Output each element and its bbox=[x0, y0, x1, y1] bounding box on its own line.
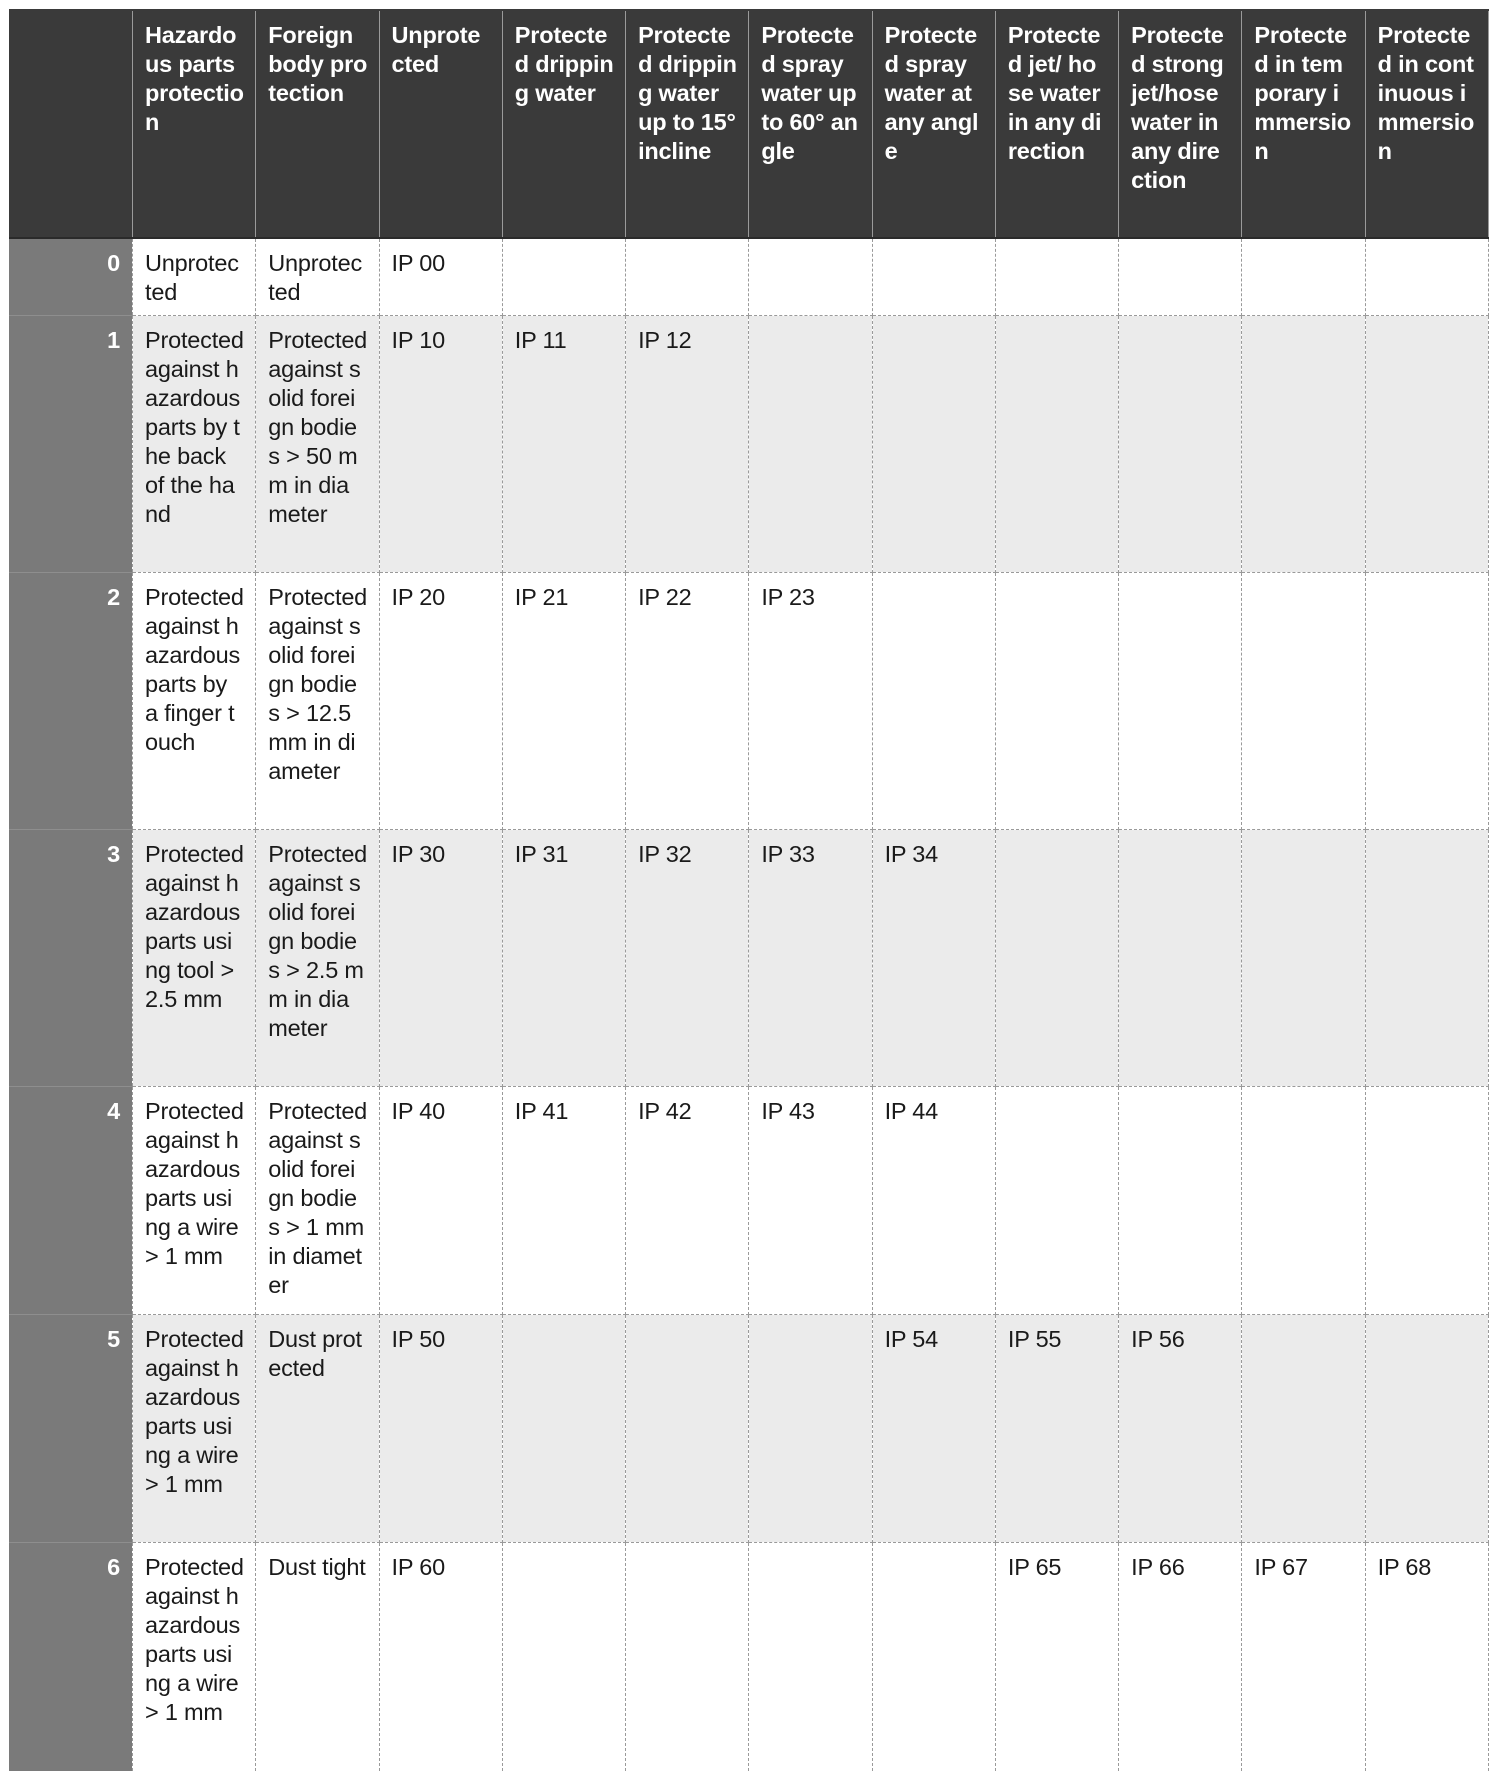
table-cell bbox=[995, 238, 1118, 316]
table-cell: Protected against hazardous parts using a wire > 1 mm bbox=[133, 1543, 256, 1771]
table-cell bbox=[1242, 1315, 1365, 1543]
header-row bbox=[10, 10, 1489, 238]
table-row bbox=[10, 830, 1489, 1087]
header-protected-dripping-water: Protected dripping water bbox=[502, 10, 625, 238]
table-cell: IP 10 bbox=[379, 316, 502, 573]
row-index: 6 bbox=[10, 1543, 133, 1771]
table-row bbox=[10, 573, 1489, 830]
table-row bbox=[10, 1543, 1489, 1771]
table-cell: IP 21 bbox=[502, 573, 625, 830]
table-cell bbox=[995, 573, 1118, 830]
table-cell: Dust protected bbox=[256, 1315, 379, 1543]
table-cell bbox=[995, 316, 1118, 573]
table-cell: Unprotected bbox=[256, 238, 379, 316]
row-index: 0 bbox=[10, 238, 133, 316]
ip-rating-table bbox=[9, 9, 1489, 1771]
row-index: 1 bbox=[10, 316, 133, 573]
header-foreign-body-protection: Foreign body protection bbox=[256, 10, 379, 238]
table-cell bbox=[1119, 1087, 1242, 1315]
table-cell: IP 23 bbox=[749, 573, 872, 830]
table-cell: Protected against solid foreign bodies > 1 mm in diameter bbox=[256, 1087, 379, 1315]
table-cell bbox=[1242, 316, 1365, 573]
header-protected-continuous-immersion: Protected in continuous immersion bbox=[1365, 10, 1488, 238]
table-cell bbox=[502, 1315, 625, 1543]
table-cell: Protected against solid foreign bodies > 50 mm in diameter bbox=[256, 316, 379, 573]
table-cell: IP 34 bbox=[872, 830, 995, 1087]
table-cell: IP 50 bbox=[379, 1315, 502, 1543]
table-cell bbox=[1365, 1315, 1488, 1543]
table-cell: IP 43 bbox=[749, 1087, 872, 1315]
table-cell: IP 31 bbox=[502, 830, 625, 1087]
table-cell bbox=[626, 1315, 749, 1543]
table-row bbox=[10, 238, 1489, 316]
table-cell: IP 30 bbox=[379, 830, 502, 1087]
table-cell bbox=[872, 1543, 995, 1771]
table-cell: Protected against hazardous parts using a wire > 1 mm bbox=[133, 1315, 256, 1543]
table-cell bbox=[502, 238, 625, 316]
table-cell bbox=[872, 573, 995, 830]
table-cell: IP 42 bbox=[626, 1087, 749, 1315]
row-index: 5 bbox=[10, 1315, 133, 1543]
table-cell bbox=[1242, 238, 1365, 316]
table-cell: IP 60 bbox=[379, 1543, 502, 1771]
table-cell: IP 68 bbox=[1365, 1543, 1488, 1771]
table-row bbox=[10, 1315, 1489, 1543]
header-protected-temporary-immersion: Protected in temporary immersion bbox=[1242, 10, 1365, 238]
header-unprotected: Unprotected bbox=[379, 10, 502, 238]
row-index: 2 bbox=[10, 573, 133, 830]
table-cell bbox=[1119, 830, 1242, 1087]
header-protected-spray-water-60-angle: Protected spray water up to 60° angle bbox=[749, 10, 872, 238]
header-hazardous-parts-protection: Hazardous parts protection bbox=[133, 10, 256, 238]
table-cell bbox=[872, 316, 995, 573]
table-header bbox=[10, 10, 1489, 238]
table-cell: IP 22 bbox=[626, 573, 749, 830]
table-cell: IP 55 bbox=[995, 1315, 1118, 1543]
table-row bbox=[10, 316, 1489, 573]
table-cell: IP 11 bbox=[502, 316, 625, 573]
table-cell: IP 44 bbox=[872, 1087, 995, 1315]
table-cell bbox=[1365, 1087, 1488, 1315]
header-protected-dripping-water-15-incline: Protected dripping water up to 15° incline bbox=[626, 10, 749, 238]
table-cell bbox=[1365, 238, 1488, 316]
table-cell bbox=[626, 238, 749, 316]
table-cell bbox=[1119, 316, 1242, 573]
table-cell bbox=[1365, 830, 1488, 1087]
table-cell bbox=[995, 1087, 1118, 1315]
table-cell bbox=[749, 316, 872, 573]
table-cell bbox=[995, 830, 1118, 1087]
table-cell bbox=[1242, 573, 1365, 830]
table-cell bbox=[1365, 316, 1488, 573]
row-index: 3 bbox=[10, 830, 133, 1087]
table-cell: Protected against solid foreign bodies > 12.5 mm in diameter bbox=[256, 573, 379, 830]
table-cell bbox=[749, 1315, 872, 1543]
table-cell: IP 00 bbox=[379, 238, 502, 316]
table-cell bbox=[626, 1543, 749, 1771]
table-cell bbox=[749, 1543, 872, 1771]
table-cell: IP 41 bbox=[502, 1087, 625, 1315]
table-cell bbox=[1242, 1087, 1365, 1315]
table-cell bbox=[1242, 830, 1365, 1087]
table-cell: IP 20 bbox=[379, 573, 502, 830]
table-cell bbox=[872, 238, 995, 316]
table-cell: IP 54 bbox=[872, 1315, 995, 1543]
table-body bbox=[10, 238, 1489, 1771]
header-protected-jet-hose-water: Protected jet/ hose water in any direction bbox=[995, 10, 1118, 238]
table-cell: Dust tight bbox=[256, 1543, 379, 1771]
table-cell bbox=[749, 238, 872, 316]
header-protected-strong-jet-hose-water: Protected strong jet/hose water in any direction bbox=[1119, 10, 1242, 238]
table-cell: IP 67 bbox=[1242, 1543, 1365, 1771]
table-cell: IP 66 bbox=[1119, 1543, 1242, 1771]
table-cell: Protected against hazardous parts by the back of the hand bbox=[133, 316, 256, 573]
table-cell: IP 65 bbox=[995, 1543, 1118, 1771]
table-cell bbox=[502, 1543, 625, 1771]
table-cell: Protected against hazardous parts using a wire > 1 mm bbox=[133, 1087, 256, 1315]
table-cell: IP 56 bbox=[1119, 1315, 1242, 1543]
header-corner-cell bbox=[10, 10, 133, 238]
table-cell: Protected against hazardous parts by a finger touch bbox=[133, 573, 256, 830]
table-row bbox=[10, 1087, 1489, 1315]
table-cell bbox=[1365, 573, 1488, 830]
row-index: 4 bbox=[10, 1087, 133, 1315]
header-protected-spray-water-any-angle: Protected spray water at any angle bbox=[872, 10, 995, 238]
table-cell: Protected against hazardous parts using tool > 2.5 mm bbox=[133, 830, 256, 1087]
table-cell: IP 12 bbox=[626, 316, 749, 573]
table-cell: Unprotected bbox=[133, 238, 256, 316]
table-cell: IP 32 bbox=[626, 830, 749, 1087]
table-cell bbox=[1119, 238, 1242, 316]
table-cell bbox=[1119, 573, 1242, 830]
table-cell: IP 40 bbox=[379, 1087, 502, 1315]
table-cell: IP 33 bbox=[749, 830, 872, 1087]
table-cell: Protected against solid foreign bodies > 2.5 mm in diameter bbox=[256, 830, 379, 1087]
